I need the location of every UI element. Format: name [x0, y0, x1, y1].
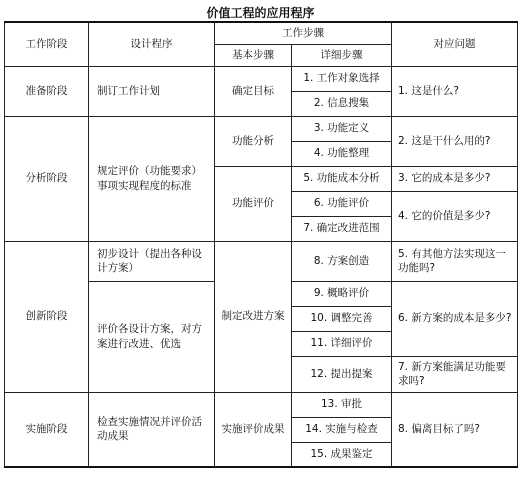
detail-step-4: 4. 功能整理: [292, 141, 392, 166]
header-design: 设计程序: [89, 22, 215, 66]
question-1: 1. 这是什么?: [392, 66, 518, 116]
question-6: 6. 新方案的成本是多少?: [392, 281, 518, 356]
stage-innovation: 创新阶段: [5, 241, 89, 392]
design-innovation-evaluate: 评价各设计方案，对方案进行改进、优选: [89, 281, 215, 392]
value-engineering-table: [4, 21, 518, 468]
detail-step-10: 10. 调整完善: [292, 306, 392, 331]
design-analysis: 规定评价（功能要求）事项实现程度的标准: [89, 116, 215, 241]
detail-step-13: 13. 审批: [292, 392, 392, 417]
design-impl: 检查实施情况并评价活动成果: [89, 392, 215, 467]
basic-function-analysis: 功能分析: [215, 116, 292, 166]
table-row: [5, 392, 518, 417]
stage-impl: 实施阶段: [5, 392, 89, 467]
header-row-1: [5, 22, 518, 44]
question-5: 5. 有其他方法实现这一功能吗?: [392, 241, 518, 281]
header-basic-steps: 基本步骤: [215, 44, 292, 66]
detail-step-1: 1. 工作对象选择: [292, 66, 392, 91]
detail-step-15: 15. 成果鉴定: [292, 442, 392, 467]
basic-function-evaluation: 功能评价: [215, 166, 292, 241]
table-title: 价值工程的应用程序: [206, 6, 315, 20]
basic-innovation: 制定改进方案: [215, 241, 292, 392]
header-stage: 工作阶段: [5, 22, 89, 66]
basic-prep: 确定目标: [215, 66, 292, 116]
detail-step-5: 5. 功能成本分析: [292, 166, 392, 191]
table-row: [5, 66, 518, 91]
stage-analysis: 分析阶段: [5, 116, 89, 241]
detail-step-3: 3. 功能定义: [292, 116, 392, 141]
basic-impl: 实施评价成果: [215, 392, 292, 467]
question-2: 2. 这是干什么用的?: [392, 116, 518, 166]
question-3: 3. 它的成本是多少?: [392, 166, 518, 191]
detail-step-2: 2. 信息搜集: [292, 91, 392, 116]
question-7: 7. 新方案能满足功能要求吗?: [392, 356, 518, 392]
table-row: [5, 241, 518, 281]
stage-prep: 准备阶段: [5, 66, 89, 116]
header-work-steps: 工作步骤: [215, 22, 392, 44]
detail-step-11: 11. 详细评价: [292, 331, 392, 356]
detail-step-14: 14. 实施与检查: [292, 417, 392, 442]
detail-step-12: 12. 提出提案: [292, 356, 392, 392]
header-detail-steps: 详细步骤: [292, 44, 392, 66]
table-row: [5, 116, 518, 141]
header-question: 对应问题: [392, 22, 518, 66]
design-innovation-initial: 初步设计（提出各种设计方案）: [89, 241, 215, 281]
design-prep: 制订工作计划: [89, 66, 215, 116]
detail-step-6: 6. 功能评价: [292, 191, 392, 216]
question-8: 8. 偏离目标了吗?: [392, 392, 518, 467]
detail-step-8: 8. 方案创造: [292, 241, 392, 281]
detail-step-7: 7. 确定改进范围: [292, 216, 392, 241]
question-4: 4. 它的价值是多少?: [392, 191, 518, 241]
detail-step-9: 9. 概略评价: [292, 281, 392, 306]
